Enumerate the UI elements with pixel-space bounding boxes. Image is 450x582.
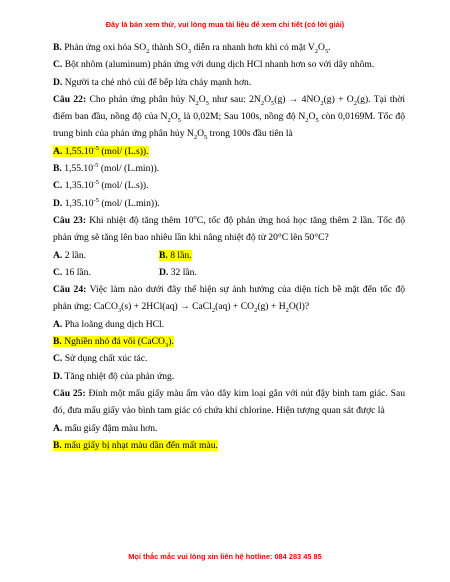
preview-banner: Đây là bản xem thử, vui lòng mua tài liệu để xem chi tiết (có lời giải) [105,20,345,29]
q22-option-d: D. $1,35.10^{-5}$ (mol/ (L.min)). [53,196,160,209]
q24-option-a: A. Pha loãng dung dịch HCl. [53,318,165,330]
hotline-banner: Mọi thắc mắc vui lòng xin liên hệ hotline: 084 283 45 85 [128,552,322,561]
q24-option-b [53,333,405,350]
q24-option-d: D. Tăng nhiệt độ của phản ứng. [53,370,175,382]
prev-option-b: B. Phản ứng oxi hóa $SO_2$ thành $SO_3$ diễn ra nhanh hơn khi có mặt $V_2O_5$. [53,42,331,55]
q23-option-d: D. 32 lần. [159,266,197,278]
question-25: Câu 25: Đính một mẩu giấy màu ẩm vào dây kim loại gắn với nút đậy bình tam giác. Sau đó, đưa mẩu giấy vào bình tam giác có chứa khí chlorine. Hiện tượng quan sát được là [53,387,406,417]
q23-option-c: C. 16 lần. [53,266,91,278]
q22-option-c: C. $1,35.10^{-5}$ (mol/ (L.s)). [53,179,149,192]
question-24: Câu 24: Việc làm nào dưới đây thể hiện sự ảnh hưởng của diện tích bề mặt đến tốc độ phản ứng: CaCO$_3$(s) + 2HCl(aq) → CaCl$_2$(aq) + $CO_2(g) + H_2O(l)$? [53,284,406,315]
q22-option-a [53,143,405,160]
q25-option-b [53,437,405,454]
prev-option-c: C. Bột nhôm (aluminum) phản ứng với dung dịch HCl nhanh hơn so với dây nhôm. [53,59,375,71]
answer-highlight: B. 8 lần. [159,249,192,261]
q23-option-b [159,247,192,264]
q23-options-row-2 [53,264,405,281]
answer-highlight: A. $1,55.10^{-5}$ (mol/ (L.s)). [53,144,149,157]
q25-option-a: A. mẩu giấy đậm màu hơn. [53,422,158,434]
q23-options-row-1 [53,247,405,264]
q22-option-b: B. $1,55.10^{-5}$ (mol/ (L.min)). [53,161,160,175]
q24-option-c: C. Sử dụng chất xúc tác. [53,353,148,365]
question-22: Câu 22: Cho phản ứng phân hủy $N_2O_5$ như sau: $2N_2O_5(g) \to 4NO_2(g) + O_2(g)$. Tại thời điểm ban đầu, nồng độ của $N_2O_5$ là 0,02M; Sau 100s, nồng độ $N_2O_5$ còn 0,0169M. Tốc độ trung bình của phản ứng phân hủy $N_2O_5$ trong 100s đầu tiên là [53,93,406,142]
q23-option-a: A. 2 lần. [53,249,87,261]
prev-option-d: D. Người ta chẻ nhỏ củi để bếp lửa cháy mạnh hơn. [53,76,252,88]
answer-highlight: B. Nghiền nhỏ đá vôi (CaCO$_3$). [53,336,174,349]
question-23: Câu 23: Khi nhiệt độ tăng thêm 10$^o$C, tốc độ phản ứng hoá học tăng thêm 2 lần. Tốc độ phản ứng sẽ tăng lên bao nhiêu lần khi nâng nhiệt độ từ 20°C lên 50°C? [53,213,406,244]
document-body [53,39,405,454]
answer-highlight: B. mẩu giấy bị nhạt màu dần đến mất màu. [53,439,218,451]
